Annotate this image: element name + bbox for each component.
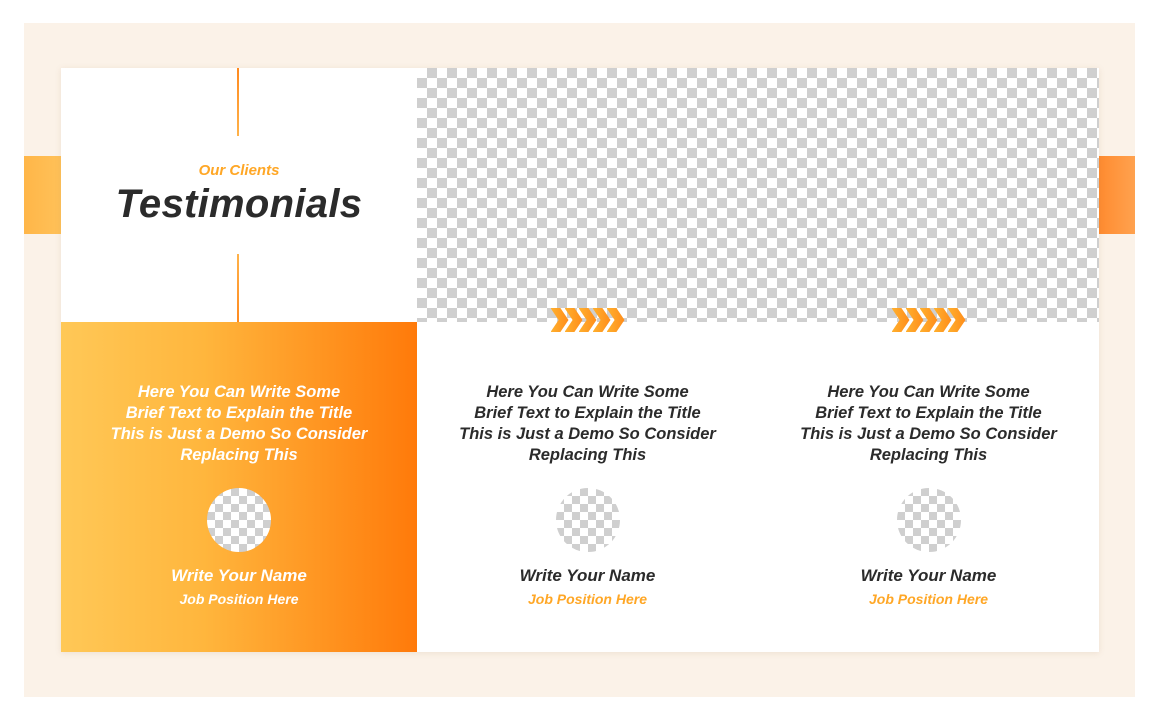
left-accent-tab bbox=[24, 156, 64, 234]
testimonial-quote: Here You Can Write Some Brief Text to Explain the Title This is Just a Demo So Consider Replacing This bbox=[110, 383, 368, 464]
client-name: Write Your Name bbox=[171, 566, 307, 585]
testimonial-card-featured bbox=[61, 322, 417, 652]
divider-line-bottom bbox=[237, 254, 239, 322]
avatar-placeholder[interactable] bbox=[207, 488, 271, 552]
client-name: Write Your Name bbox=[519, 566, 656, 585]
chevron-arrows-icon bbox=[892, 308, 966, 332]
testimonials-slide bbox=[61, 68, 1099, 652]
chevron-right-icon bbox=[551, 308, 569, 332]
testimonial-quote: Here You Can Write Some Brief Text to Explain the Title This is Just a Demo So Consider Replacing This bbox=[459, 383, 716, 464]
client-job-position: Job Position Here bbox=[179, 591, 299, 607]
chevron-right-icon bbox=[892, 308, 910, 332]
avatar-placeholder[interactable] bbox=[556, 488, 620, 552]
client-job-position: Job Position Here bbox=[527, 591, 648, 607]
testimonial-quote: Here You Can Write Some Brief Text to Explain the Title This is Just a Demo So Consider Replacing This bbox=[800, 383, 1057, 464]
avatar-placeholder[interactable] bbox=[897, 488, 961, 552]
chevron-arrows-icon bbox=[551, 308, 625, 332]
section-eyebrow: Our Clients bbox=[198, 162, 280, 179]
divider-line-top bbox=[237, 68, 239, 136]
testimonial-card bbox=[758, 322, 1099, 652]
client-job-position: Job Position Here bbox=[868, 591, 989, 607]
image-placeholder[interactable] bbox=[417, 68, 1099, 322]
title-panel bbox=[61, 68, 417, 322]
client-name: Write Your Name bbox=[860, 566, 997, 585]
testimonial-card bbox=[417, 322, 758, 652]
page-title: Testimonials bbox=[115, 182, 363, 226]
right-accent-tab bbox=[1097, 156, 1135, 234]
